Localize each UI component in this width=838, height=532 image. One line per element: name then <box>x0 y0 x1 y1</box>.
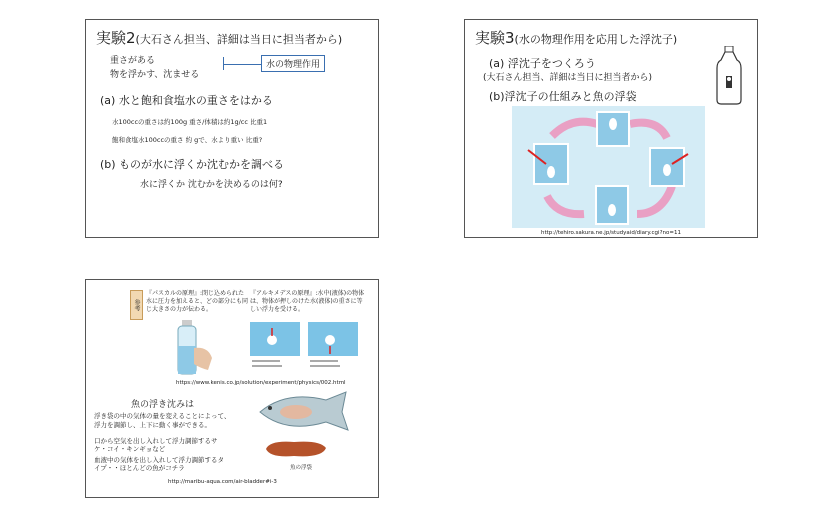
bottle-squeeze-image <box>172 318 216 378</box>
slide-2-title-sub: (水の物理作用を応用した浮沈子) <box>514 33 678 46</box>
fish-section-title: 魚の浮き沈みは <box>131 400 195 410</box>
physical-action-box: 水の物理作用 <box>261 55 325 72</box>
weight-line: 重さがある <box>110 56 156 66</box>
fish-type-2-line-1: 血液中の気体を出し入れして浮力調節するタ <box>94 456 224 464</box>
fish-desc-2: 浮力を調節し、上下に動く事ができる。 <box>94 421 211 429</box>
pascal-principle-text: 『パスカルの原理』:閉じ込められた水に圧力を加えると、どの部分にも同じ大きさの力が伝わる。 <box>146 290 249 313</box>
diagram-source-url[interactable]: http://tehiro.sakura.ne.jp/studyaid/diary.cgi?no=11 <box>541 230 681 236</box>
reference-url-2[interactable]: http://maribu-aqua.com/air-bladder#i-3 <box>168 479 277 485</box>
bracket-horizontal <box>223 64 261 65</box>
plastic-bottle-icon <box>711 46 747 106</box>
reference-url-1[interactable]: https://www.kenis.co.jp/solution/experiment/physics/002.html <box>176 380 346 386</box>
section-b-heading: (b) ものが水に浮くか沈むかを調べる <box>100 158 285 171</box>
swim-bladder-image <box>264 438 328 460</box>
slide-1-title <box>96 27 342 48</box>
section-a-heading: (a) 水と飽和食塩水の重さをはかる <box>100 94 273 107</box>
item-b: (b)浮沈子の仕組みと魚の浮袋 <box>489 90 637 103</box>
fish-type-1-line-1: 口から空気を出し入れして浮力調節するサ <box>94 437 218 445</box>
cartesian-diver-diagram <box>512 106 705 228</box>
fish-desc-1: 浮き袋の中の気体の量を変えることによって、 <box>94 412 231 420</box>
water-weight-row: 水100ccの重さは約100g 重さ/体積は約1g/cc 比重1 <box>112 118 268 126</box>
float-sink-line: 物を浮かす、沈ませる <box>110 70 200 80</box>
swim-bladder-label: 魚の浮袋 <box>290 465 313 471</box>
saltwater-weight-row: 飽和食塩水100ccの重さ 約 gで、水より重い 比重? <box>112 136 263 144</box>
slide-2-title <box>475 27 677 48</box>
fish-anatomy-image <box>256 388 360 434</box>
slide-1-title-sub: (大石さん担当、詳細は当日に担当者から) <box>135 33 343 46</box>
fish-type-1-line-2: ケ・コイ・キンギョなど <box>94 445 166 453</box>
reference-label: 参考 <box>130 290 143 320</box>
slide-1-title-main: 実験2 <box>96 29 136 47</box>
slide-2-title-main: 実験3 <box>475 29 515 47</box>
item-a-note: (大石さん担当、詳細は当日に担当者から) <box>483 73 653 83</box>
archimedes-principle-text: 『アルキメデスの原理』:水中(液体)の物体は、物体が押しのけた水(液体)の重さに等しい浮力を受ける。 <box>250 290 365 313</box>
item-a: (a) 浮沈子をつくろう <box>489 57 596 70</box>
fish-type-2-line-2: イプ・・ほとんどの魚がコチラ <box>94 464 185 472</box>
archimedes-diagram <box>250 322 360 378</box>
float-question: 水に浮くか 沈むかを決めるのは何? <box>140 180 283 190</box>
slide-2[interactable] <box>464 19 758 238</box>
slide-3[interactable] <box>85 279 379 498</box>
slide-1[interactable] <box>85 19 379 238</box>
